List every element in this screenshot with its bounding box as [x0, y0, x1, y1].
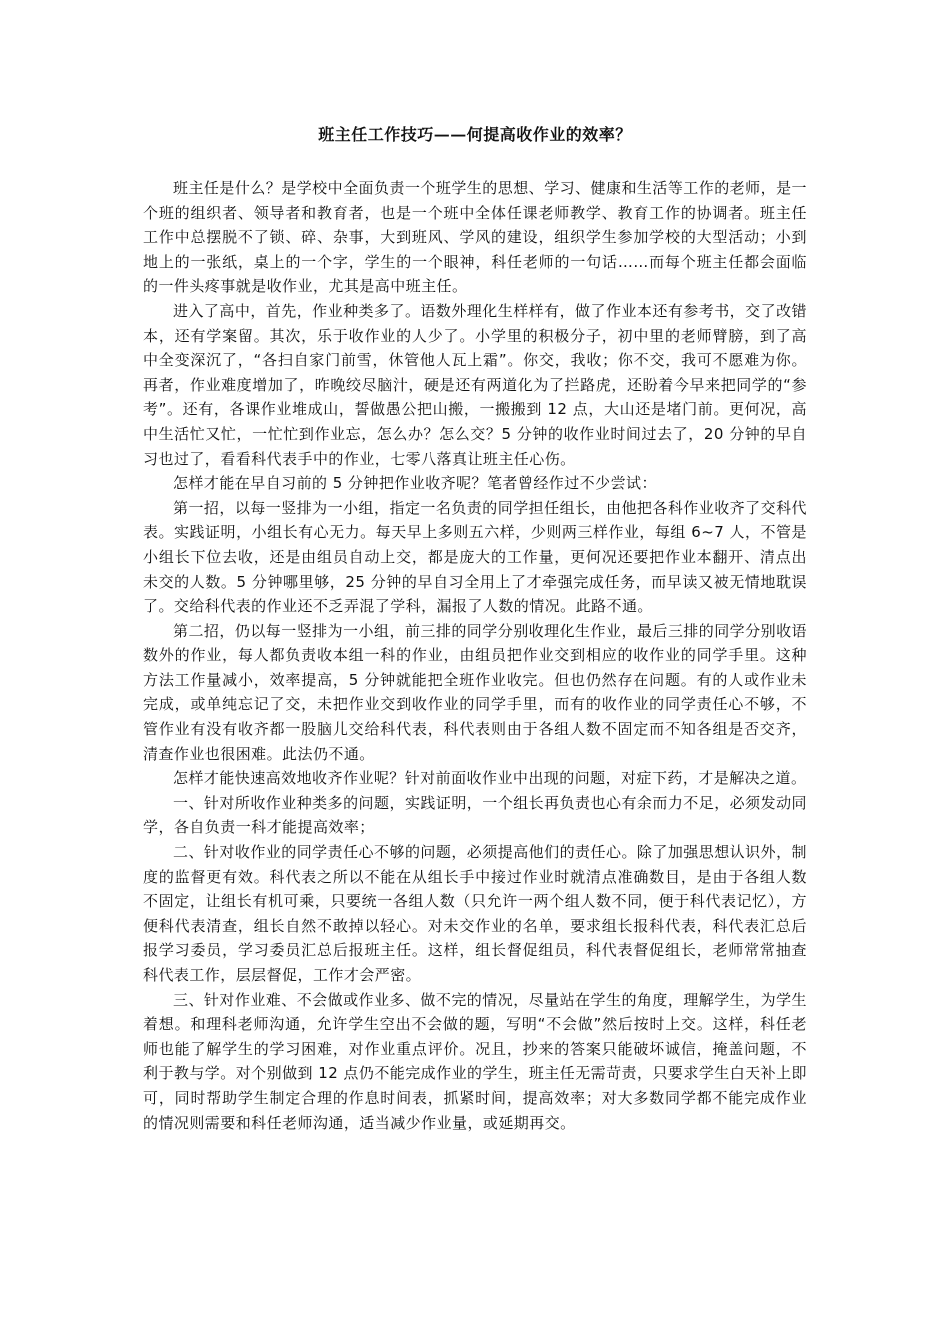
paragraph-solution-intro: 怎样才能快速高效地收齐作业呢？针对前面收作业中出现的问题，对症下药，才是解决之道。 — [173, 769, 807, 788]
paragraph-first-method: 第一招，以每一竖排为一小组，指定一名负责的同学担任组长，由他把各科作业收齐了交科代表。实践证明，小组长有心无力。每天早上多则五六样，少则两三样作业，每组 6~7 人，不管是小组长下位去收，还是由组员自动上交，都是庞大的工作量，更何况还要把作业本翻开、清点出未交的人数。5 分钟哪里够，25 分钟的早自习全用上了才牵强完成任务，而早读又被无情地耽误了。交给科代表的作业还不乏弄混了学科，漏报了人数的情况。此路不通。 — [143, 498, 807, 616]
document-body — [143, 176, 807, 1135]
paragraph-solution-two: 二、针对收作业的同学责任心不够的问题，必须提高他们的责任心。除了加强思想认识外，制度的监督更有效。科代表之所以不能在从组长手中接过作业时就清点准确数目，是由于各组人数不固定，让组长有机可乘，只要统一各组人数（只允许一两个组人数不同，便于科代表记忆），方便科代表清查，组长自然不敢掉以轻心。对未交作业的名单，要求组长报科代表，科代表汇总后报学习委员，学习委员汇总后报班主任。这样，组长督促组员，科代表督促组长，老师常常抽查科代表工作，层层督促，工作才会严密。 — [143, 843, 807, 984]
paragraph-second-method: 第二招，仍以每一竖排为一小组，前三排的同学分别收理化生作业，最后三排的同学分别收语数外的作业，每人都负责收本组一科的作业，由组员把作业交到相应的收作业的同学手里。这种方法工作量减小，效率提高，5 分钟就能把全班作业收完。但也仍然存在问题。有的人或作业未完成，或单纯忘记了交，未把作业交到收作业的同学手里，而有的收作业的同学责任心不够，不管作业有没有收齐都一股脑儿交给科代表，科代表则由于各组人数不固定而不知各组是否交齐，清查作业也很困难。此法仍不通。 — [143, 621, 807, 763]
document-title: 班主任工作技巧——何提高收作业的效率？ — [318, 125, 632, 144]
document-page — [143, 0, 807, 1135]
paragraph-high-school-problems: 进入了高中，首先，作业种类多了。语数外理化生样样有，做了作业本还有参考书，交了改错本，还有学案留。其次，乐于收作业的人少了。小学里的积极分子，初中里的老师臂膀，到了高中全变深沉了，“各扫自家门前雪，休管他人瓦上霜”。你交，我收；你不交，我可不愿难为你。再者，作业难度增加了，昨晚绞尽脑汁，硬是还有两道化为了拦路虎，还盼着今早来把同学的“参考”。还有，各课作业堆成山，誓做愚公把山搬，一搬搬到 12 点，大山还是堵门前。更何况，高中生活忙又忙，一忙忙到作业忘，怎么办？怎么交？5 分钟的收作业时间过去了，20 分钟的早自习也过了，看看科代表手中的作业，七零八落真让班主任心伤。 — [143, 301, 807, 468]
paragraph-solution-three: 三、针对作业难、不会做或作业多、做不完的情况，尽量站在学生的角度，理解学生，为学生着想。和理科老师沟通，允许学生空出不会做的题，写明“不会做”然后按时上交。这样，科任老师也能了解学生的学习困难，对作业重点评价。况且，抄来的答案只能破坏诚信，掩盖问题，不利于教与学。对个别做到 12 点仍不能完成作业的学生，班主任无需苛责，只要求学生白天补上即可，同时帮助学生制定合理的作息时间表，抓紧时间，提高效率；对大多数同学都不能完成作业的情况则需要和科任老师沟通，适当减少作业量，或延期再交。 — [143, 990, 807, 1132]
paragraph-question: 怎样才能在早自习前的 5 分钟把作业收齐呢？笔者曾经作过不少尝试： — [173, 474, 657, 493]
paragraph-solution-one: 一、针对所收作业种类多的问题，实践证明，一个组长再负责也心有余而力不足，必须发动同学，各自负责一科才能提高效率； — [143, 793, 807, 837]
paragraph-intro: 班主任是什么？是学校中全面负责一个班学生的思想、学习、健康和生活等工作的老师，是一个班的组织者、领导者和教育者，也是一个班中全体任课老师教学、教育工作的协调者。班主任工作中总摆脱不了锁、碎、杂事，大到班风、学风的建设，组织学生参加学校的大型活动；小到地上的一张纸，桌上的一个字，学生的一个眼神，科任老师的一句话……而每个班主任都会面临的一件头疼事就是收作业，尤其是高中班主任。 — [143, 179, 807, 296]
